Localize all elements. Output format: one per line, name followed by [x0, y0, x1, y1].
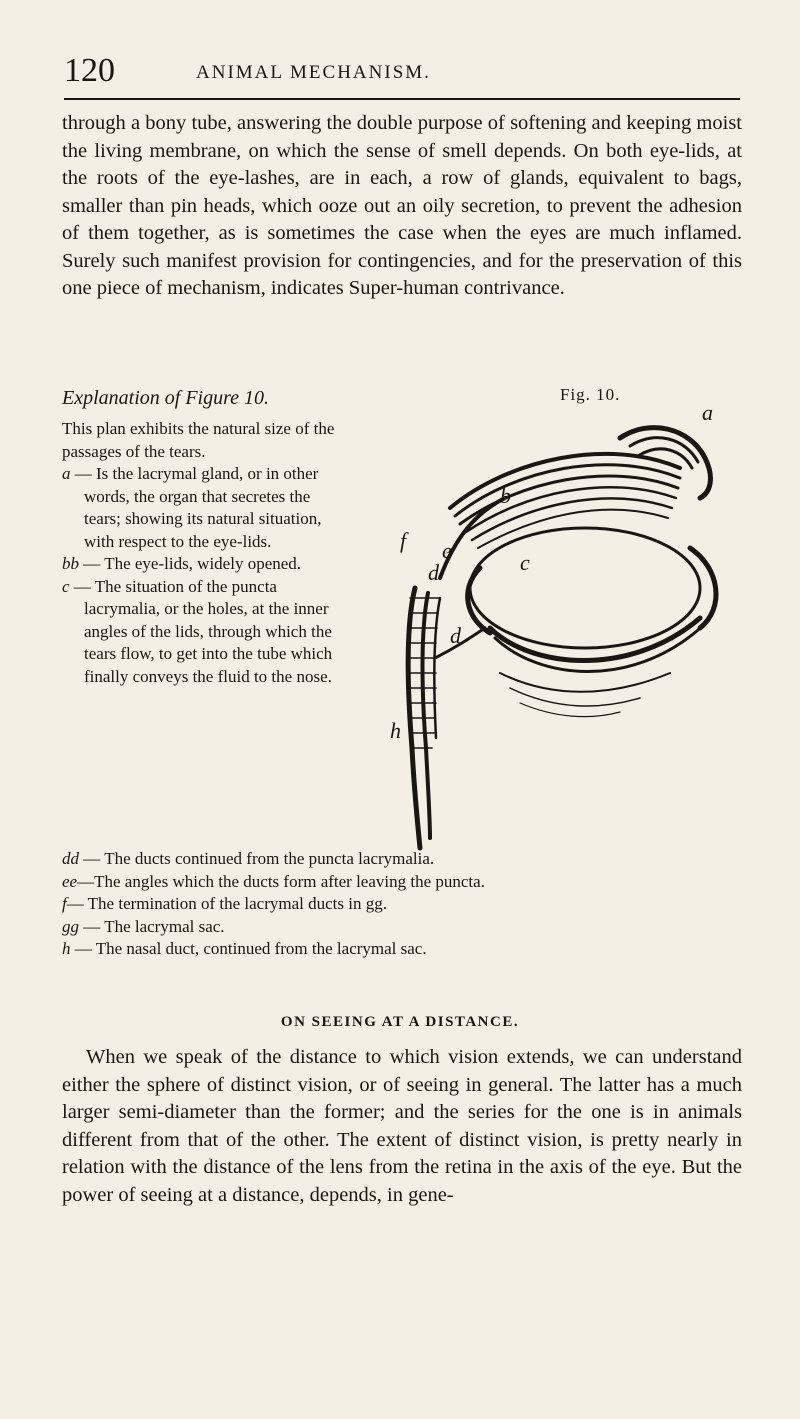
- legend-item-h: [62, 938, 742, 961]
- legend-item-gg: [62, 916, 742, 939]
- figure-letter-f: f: [400, 528, 407, 553]
- legend-text: — The termination of the lacrymal ducts in gg.: [66, 894, 387, 913]
- legend-key: f: [62, 894, 67, 913]
- figure-letter-c: c: [520, 550, 530, 575]
- figure-legend: [62, 418, 350, 688]
- legend-key: gg: [62, 916, 79, 936]
- legend-item-bb: [62, 553, 350, 576]
- legend-key: c: [62, 576, 70, 596]
- legend-item-f: [62, 893, 742, 916]
- lower-eyelid: [500, 673, 670, 717]
- lacrymal-sac-and-nasal-duct: [408, 588, 440, 848]
- legend-key: dd: [62, 849, 79, 868]
- page-number: 120: [64, 52, 115, 89]
- page-header: [64, 52, 744, 92]
- legend-item-ee: [62, 871, 742, 894]
- section-heading: ON SEEING AT A DISTANCE.: [280, 1014, 520, 1030]
- legend-text: — Is the lacrymal gland, or in other words, the organ that secretes the tears; showing its natural situation, with respect to the eye-lids.: [70, 464, 322, 551]
- figure-letter-b: b: [500, 483, 511, 508]
- section-paragraph: When we speak of the distance to which vision extends, we can understand either the sphere of distinct vision, or of seeing in general. The latter has a much larger semi-diameter than the former; and the series for the one is in animals different from that of the other. The extent of distinct vision, is pretty nearly in relation with the distance of the lens from the retina in the axis of the eye. But the power of seeing at a distance, depends, in gene-: [62, 1046, 742, 1206]
- legend-text: — The eye-lids, widely opened.: [79, 554, 302, 573]
- figure-label: Fig. 10.: [560, 385, 621, 404]
- legend-key: h: [62, 939, 71, 958]
- eye-opening: [468, 528, 716, 672]
- legend-item-c: [62, 576, 350, 689]
- lacrymal-figure: [380, 398, 750, 853]
- legend-key: bb: [62, 554, 79, 573]
- running-title: ANIMAL MECHANISM.: [196, 62, 431, 83]
- header-rule: [64, 98, 740, 100]
- upper-eyelid: [450, 454, 680, 548]
- figure-letter-e: e: [442, 538, 452, 563]
- legend-intro: This plan exhibits the natural size of the passages of the tears.: [62, 419, 335, 461]
- legend-text: — The nasal duct, continued from the lacrymal sac.: [70, 939, 427, 958]
- figure-letter-h: h: [390, 718, 401, 743]
- legend-key: a: [62, 464, 71, 483]
- explanation-title: Explanation of Figure 10.: [62, 387, 270, 409]
- legend-text: — The lacrymal sac.: [79, 916, 225, 936]
- legend-key: ee: [62, 871, 78, 891]
- legend-item-dd: [62, 848, 742, 871]
- figure-legend-continued: [62, 848, 742, 961]
- figure-letter-d: d: [450, 623, 461, 648]
- body-paragraph: through a bony tube, answering the double purpose of softening and keeping moist the living membrane, on which the sense of smell depends. On both eye-lids, at the roots of the eye-lashes, are in each, a row of glands, equivalent to bags, smaller than pin heads, which ooze out an oily secretion, to prevent the adhesion of them together, as is sometimes the case when the eyes are much inflamed. Surely such manifest provision for contingencies, and for the preservation of this one piece of mechanism, indicates Super-human contrivance.: [62, 112, 742, 299]
- legend-text: — The ducts continued from the puncta lacrymalia.: [79, 849, 435, 868]
- legend-item-a: [62, 463, 350, 553]
- figure-letter-a: a: [702, 400, 713, 425]
- figure-letter-d: d: [428, 560, 439, 585]
- legend-text: — The situation of the puncta lacrymalia, or the holes, at the inner angles of the lids, through which the tears flow, to get into the tube which finally conveys the fluid to the nose.: [69, 576, 333, 686]
- legend-text: —The angles which the ducts form after leaving the puncta.: [77, 871, 485, 891]
